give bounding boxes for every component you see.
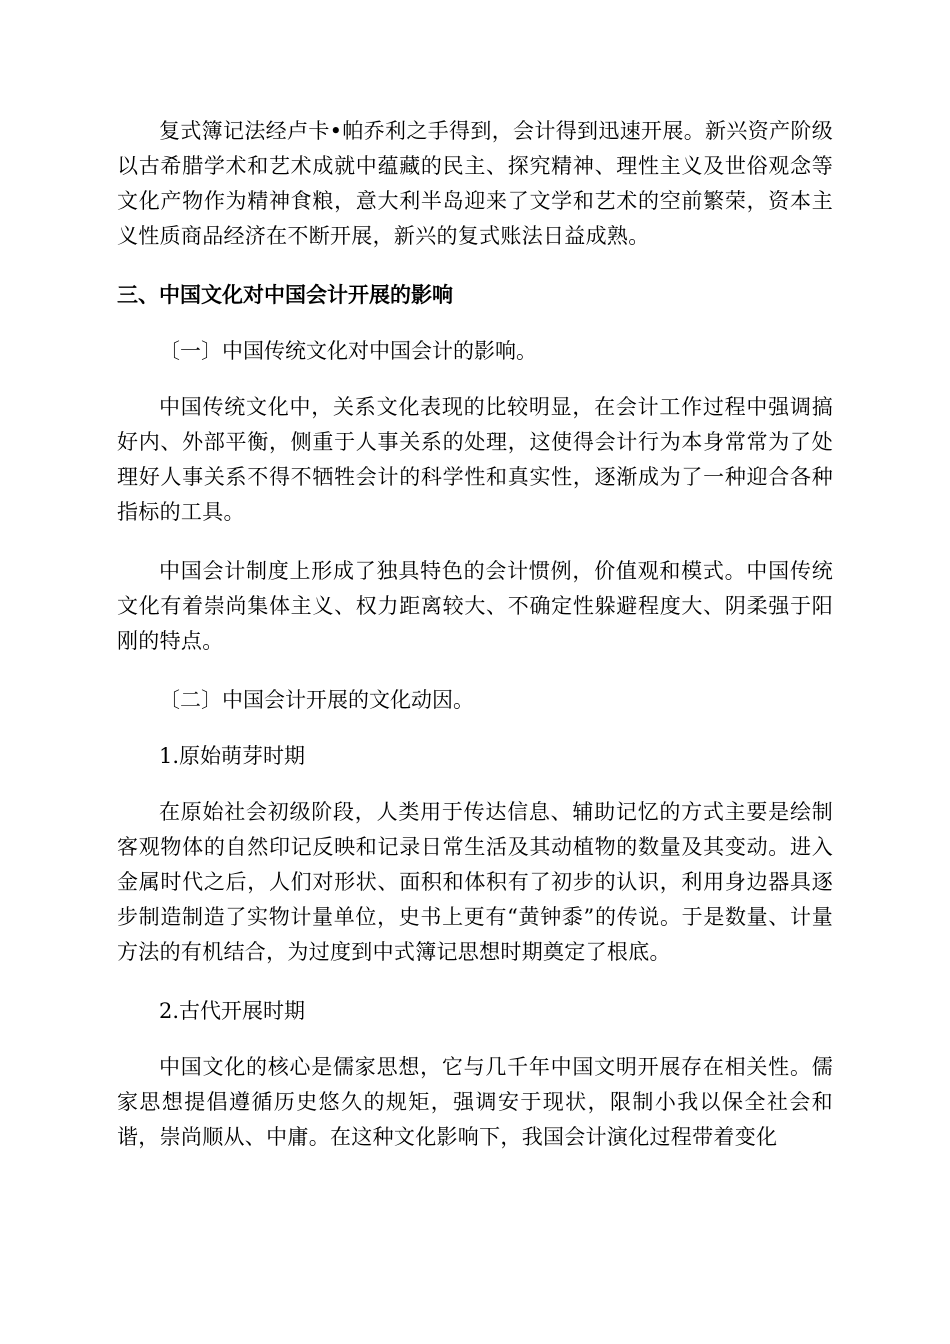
paragraph-accounting-system: 中国会计制度上形成了独具特色的会计惯例，价值观和模式。中国传统文化有着崇尚集体主义、权力距离较大、不确定性躲避程度大、阴柔强于阳刚的特点。 — [117, 559, 833, 653]
paragraph-relationship-culture: 中国传统文化中，关系文化表现的比较明显，在会计工作过程中强调搞好内、外部平衡，侧重于人事关系的处理，这使得会计行为本身常常为了处理好人事关系不得不牺牲会计的科学性和真实性，逐渐成为了一种迎合各种指标的工具。 — [117, 395, 833, 524]
subsection-heading-1: 〔一〕中国传统文化对中国会计的影响。 — [159, 339, 537, 363]
subsection-heading-2: 〔二〕中国会计开展的文化动因。 — [159, 688, 474, 712]
paragraph-double-entry: 复式簿记法经卢卡•帕乔利之手得到，会计得到迅速开展。新兴资产阶级以古希腊学术和艺术成就中蕴藏的民主、探究精神、理性主义及世俗观念等文化产物作为精神食粮，意大利半岛迎来了文学和艺术的空前繁荣，资本主义性质商品经济在不断开展，新兴的复式账法日益成熟。 — [117, 119, 833, 248]
period-heading-primitive: 1.原始萌芽时期 — [159, 744, 306, 768]
document-body — [117, 114, 833, 1155]
section-heading-3: 三、中国文化对中国会计开展的影响 — [117, 283, 453, 307]
paragraph-primitive-period: 在原始社会初级阶段，人类用于传达信息、辅助记忆的方式主要是绘制客观物体的自然印记反映和记录日常生活及其动植物的数量及其变动。进入金属时代之后，人们对形状、面积和体积有了初步的认识，利用身边器具逐步制造制造了实物计量单位，史书上更有“黄钟黍”的传说。于是数量、计量方法的有机结合，为过度到中式簿记思想时期奠定了根底。 — [117, 800, 833, 964]
period-heading-ancient: 2.古代开展时期 — [159, 999, 306, 1023]
paragraph-confucian: 中国文化的核心是儒家思想，它与几千年中国文明开展存在相关性。儒家思想提倡遵循历史悠久的规矩，强调安于现状，限制小我以保全社会和谐，崇尚顺从、中庸。在这种文化影响下，我国会计演化过程带着变化 — [117, 1055, 833, 1149]
